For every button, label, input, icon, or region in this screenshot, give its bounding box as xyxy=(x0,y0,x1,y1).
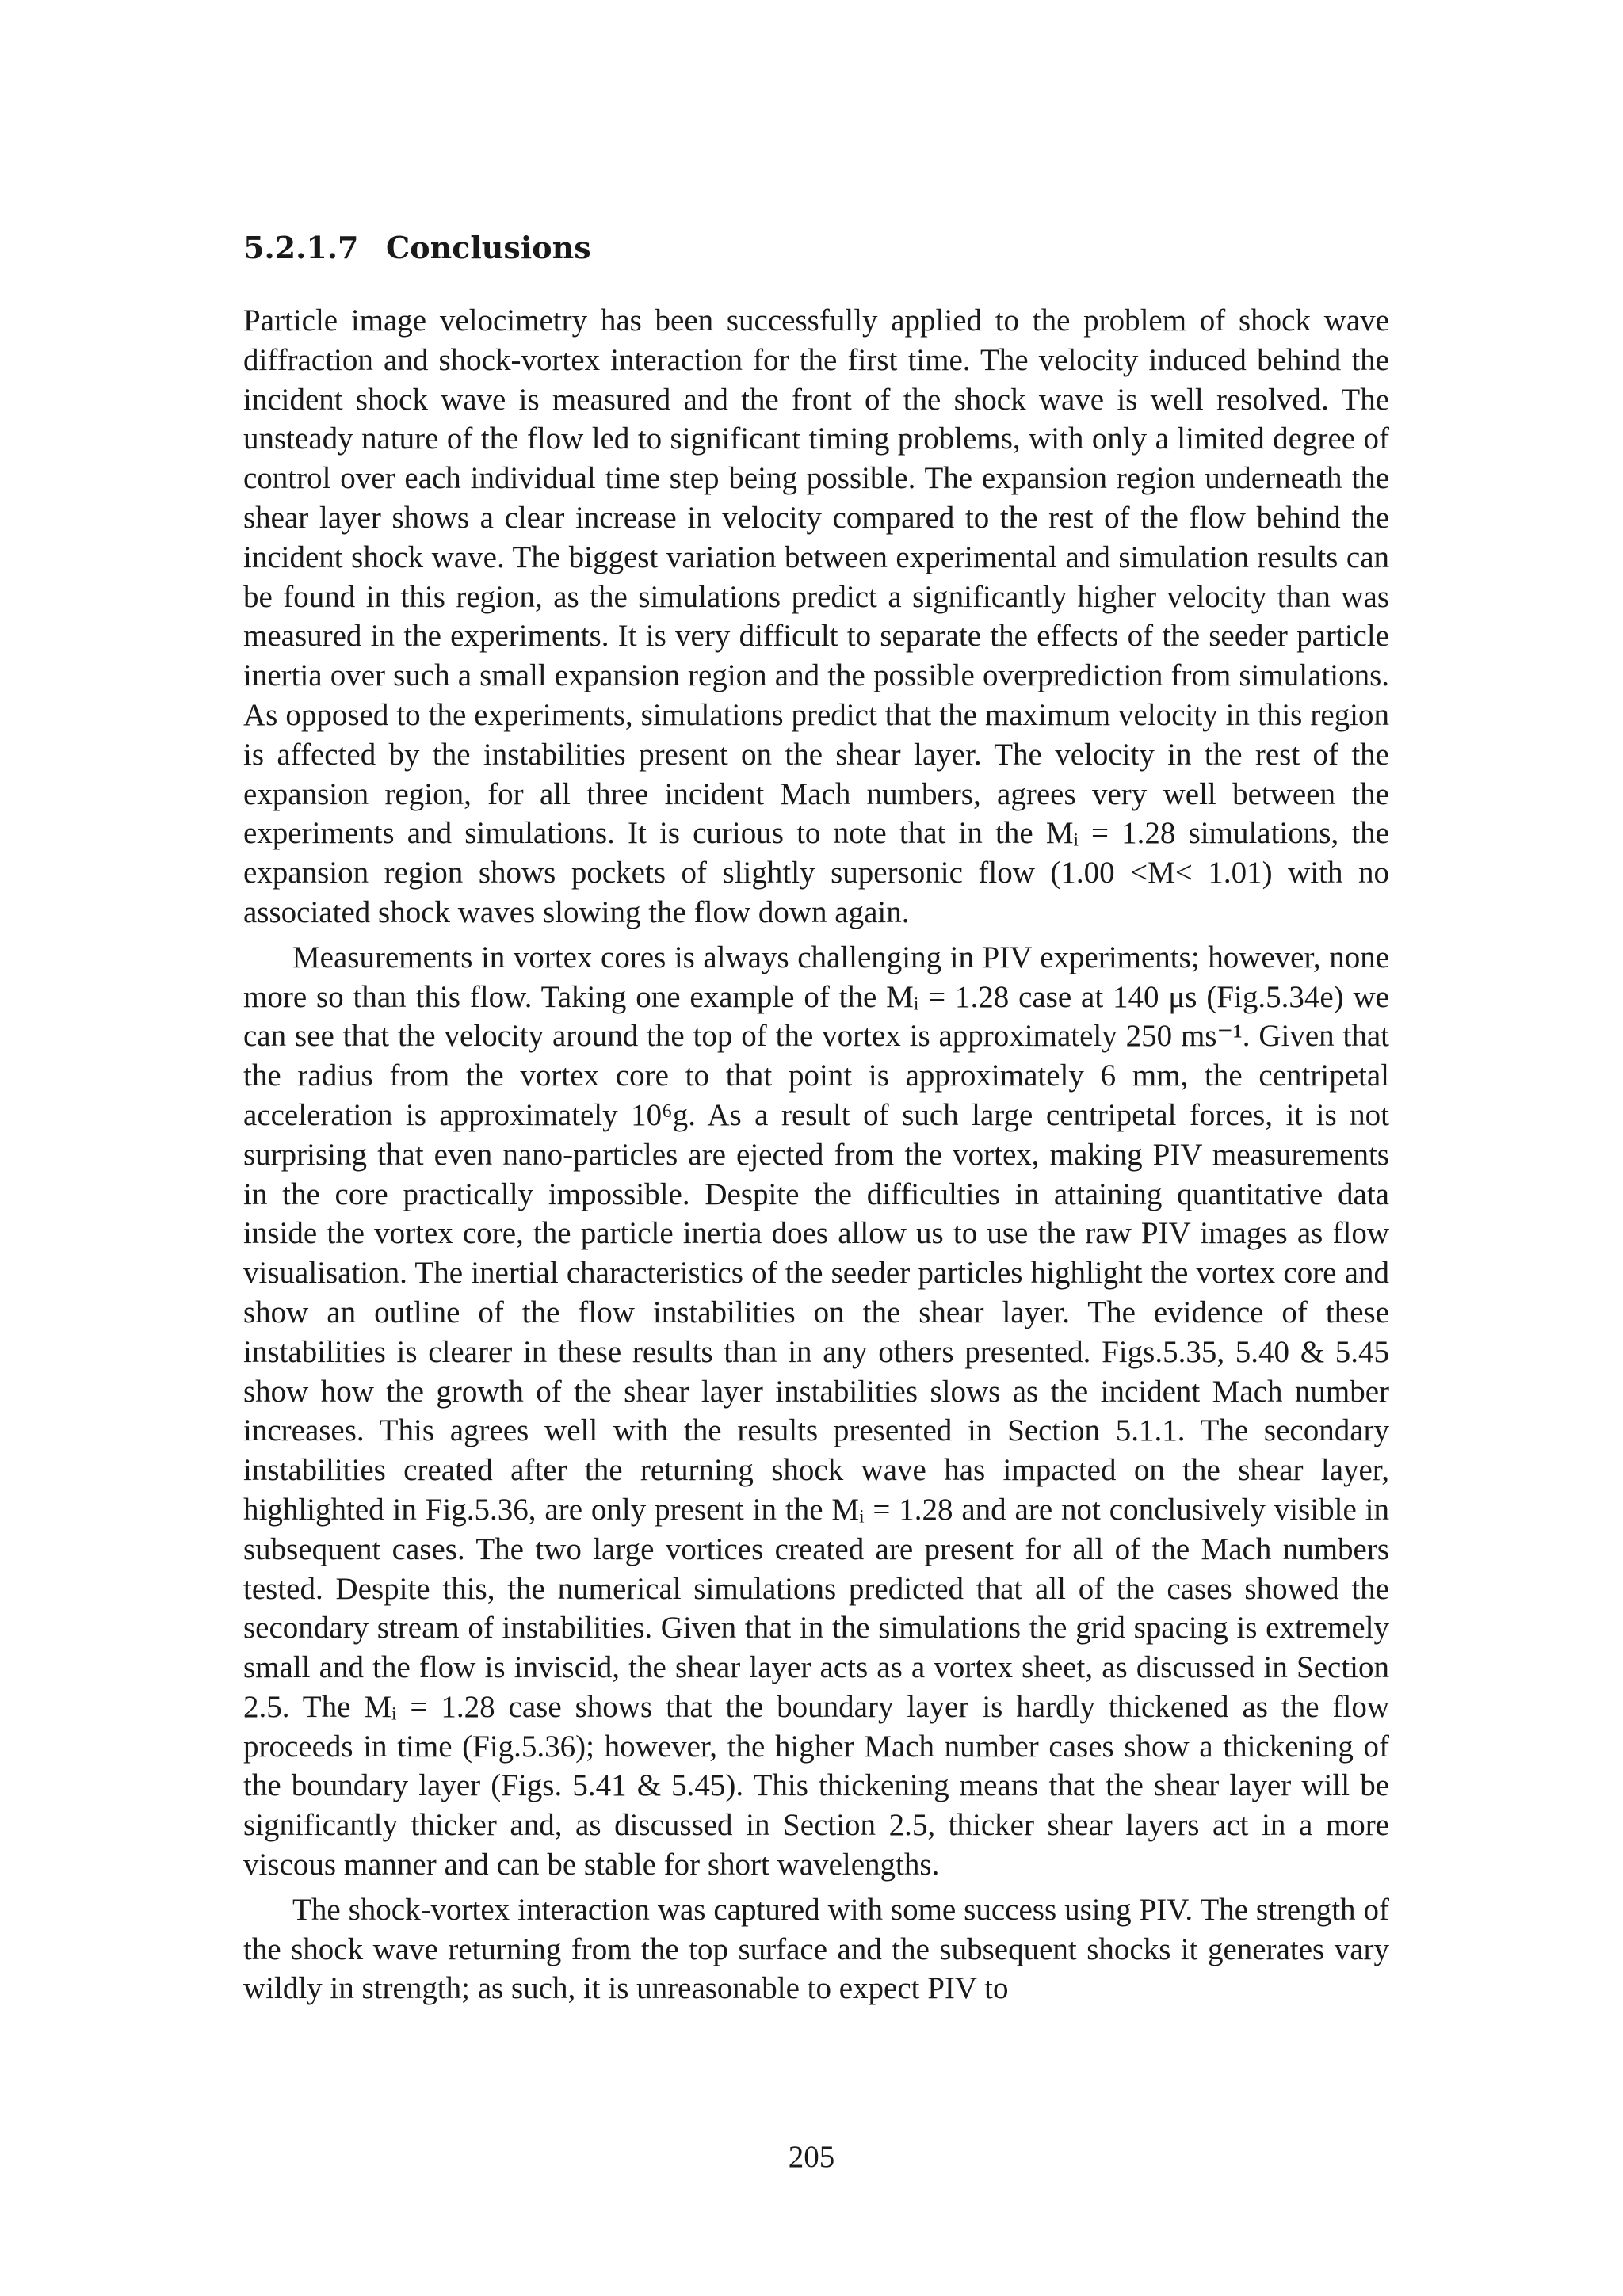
section-heading xyxy=(243,230,1389,266)
paragraph-1: Particle image velocimetry has been successfully applied to the problem of shock wave diffraction and shock-vortex interaction for the first time. The velocity induced behind the incident shock wave is measured and the front of the shock wave is well resolved. The unsteady nature of the flow led to significant timing problems, with only a limited degree of control over each individual time step being possible. The expansion region underneath the shear layer shows a clear increase in velocity compared to the rest of the flow behind the incident shock wave. The biggest variation between experimental and simulation results can be found in this region, as the simulations predict a significantly higher velocity than was measured in the experiments. It is very difficult to separate the effects of the seeder particle inertia over such a small expansion region and the possible overprediction from simulations. As opposed to the experiments, simulations predict that the maximum velocity in this region is affected by the instabilities present on the shear layer. The velocity in the rest of the expansion region, for all three incident Mach numbers, agrees very well between the experiments and simulations. It is curious to note that in the Mᵢ = 1.28 simulations, the expansion region shows pockets of slightly supersonic flow (1.00 <M< 1.01) with no associated shock waves slowing the flow down again. xyxy=(243,303,1389,929)
page-number: 205 xyxy=(788,2140,835,2174)
section-number: 5.2.1.7 xyxy=(243,230,359,265)
paragraph-3: The shock-vortex interaction was captured with some success using PIV. The strength of the shock wave returning from the top surface and the subsequent shocks it generates vary wildly in strength; as such, it is unreasonable to expect PIV to xyxy=(243,1892,1389,2006)
page-content xyxy=(243,230,1389,2008)
paragraph-2: Measurements in vortex cores is always challenging in PIV experiments; however, none more so than this flow. Taking one example of the Mᵢ = 1.28 case at 140 μs (Fig.5.34e) we can see that the velocity around the top of the vortex is approximately 250 ms⁻¹. Given that the radius from the vortex core to that point is approximately 6 mm, the centripetal acceleration is approximately 10⁶g. As a result of such large centripetal forces, it is not surprising that even nano-particles are ejected from the vortex, making PIV measurements in the core practically impossible. Despite the difficulties in attaining quantitative data inside the vortex core, the particle inertia does allow us to use the raw PIV images as flow visualisation. The inertial characteristics of the seeder particles highlight the vortex core and show an outline of the flow instabilities on the shear layer. The evidence of these instabilities is clearer in these results than in any others presented. Figs.5.35, 5.40 & 5.45 show how the growth of the shear layer instabilities slows as the incident Mach number increases. This agrees well with the results presented in Section 5.1.1. The secondary instabilities created after the returning shock wave has impacted on the shear layer, highlighted in Fig.5.36, are only present in the Mᵢ = 1.28 and are not conclusively visible in subsequent cases. The two large vortices created are present for all of the Mach numbers tested. Despite this, the numerical simulations predicted that all of the cases showed the secondary stream of instabilities. Given that in the simulations the grid spacing is extremely small and the flow is inviscid, the shear layer acts as a vortex sheet, as discussed in Section 2.5. The Mᵢ = 1.28 case shows that the boundary layer is hardly thickened as the flow proceeds in time (Fig.5.36); however, the higher Mach number cases show a thickening of the boundary layer (Figs. 5.41 & 5.45). This thickening means that the shear layer will be significantly thicker and, as discussed in Section 2.5, thicker shear layers act in a more viscous manner and can be stable for short wavelengths. xyxy=(243,940,1389,1882)
section-title: Conclusions xyxy=(386,230,591,265)
